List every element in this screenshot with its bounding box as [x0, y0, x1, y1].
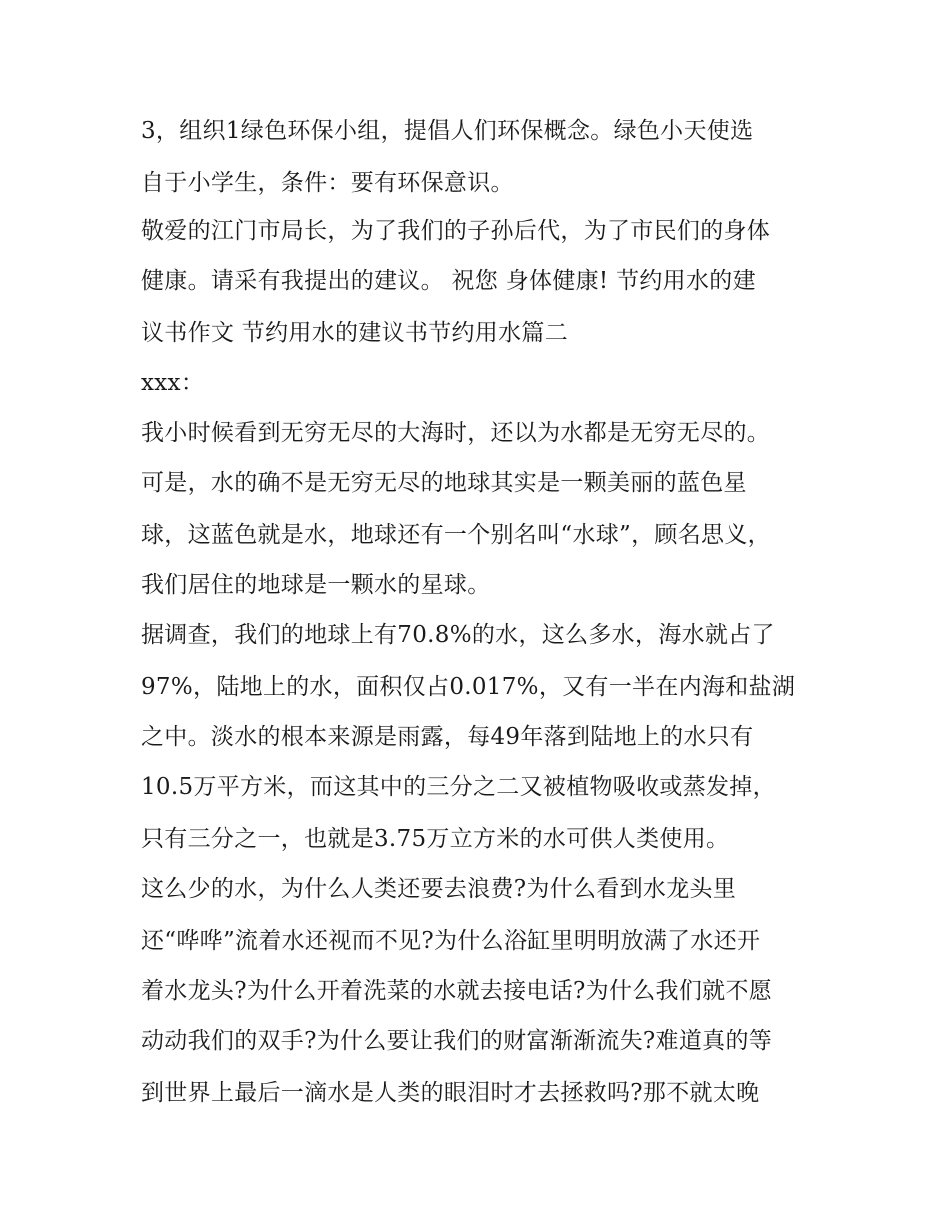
text-line: 球，这蓝色就是水，地球还有一个别名叫“水球”，顾名思义， — [141, 522, 771, 548]
text-line: 可是，水的确不是无穷无尽的地球其实是一颗美丽的蓝色星 — [141, 470, 747, 496]
text-line: 自于小学生，条件：要有环保意识。 — [141, 170, 514, 196]
text-line: 动动我们的双手?为什么要让我们的财富渐渐流失?难道真的等 — [141, 1028, 773, 1054]
text-line: 敬爱的江门市局长，为了我们的子孙后代，为了市民们的身体 — [141, 218, 771, 244]
text-line: 健康。请采有我提出的建议。 祝您 身体健康! 节约用水的建 — [141, 268, 756, 294]
text-line: 97%，陆地上的水，面积仅占0.017%，又有一半在内海和盐湖 — [141, 674, 796, 700]
salutation: xxx： — [141, 370, 205, 396]
text-line: 3，组织1绿色环保小组，提倡人们环保概念。绿色小天使选 — [141, 118, 754, 144]
text-line: 议书作文 节约用水的建议书节约用水篇二 — [141, 320, 569, 346]
text-line: 这么少的水，为什么人类还要去浪费?为什么看到水龙头里 — [141, 876, 737, 902]
text-line: 到世界上最后一滴水是人类的眼泪时才去拯救吗?那不就太晚 — [141, 1080, 760, 1106]
text-line: 着水龙头?为什么开着洗菜的水就去接电话?为什么我们就不愿 — [141, 978, 773, 1004]
text-line: 10.5万平方米，而这其中的三分之二又被植物吸收或蒸发掉， — [141, 774, 776, 800]
text-line: 我们居住的地球是一颗水的星球。 — [141, 572, 491, 598]
text-line: 还“哗哗”流着水还视而不见?为什么浴缸里明明放满了水还开 — [141, 928, 761, 954]
text-line: 我小时候看到无穷无尽的大海时，还以为水都是无穷无尽的。 — [141, 420, 771, 446]
text-line: 据调查，我们的地球上有70.8%的水，这么多水，海水就占了 — [141, 622, 775, 648]
text-line: 只有三分之一，也就是3.75万立方米的水可供人类使用。 — [141, 826, 730, 852]
text-line: 之中。淡水的根本来源是雨露，每49年落到陆地上的水只有 — [141, 724, 754, 750]
